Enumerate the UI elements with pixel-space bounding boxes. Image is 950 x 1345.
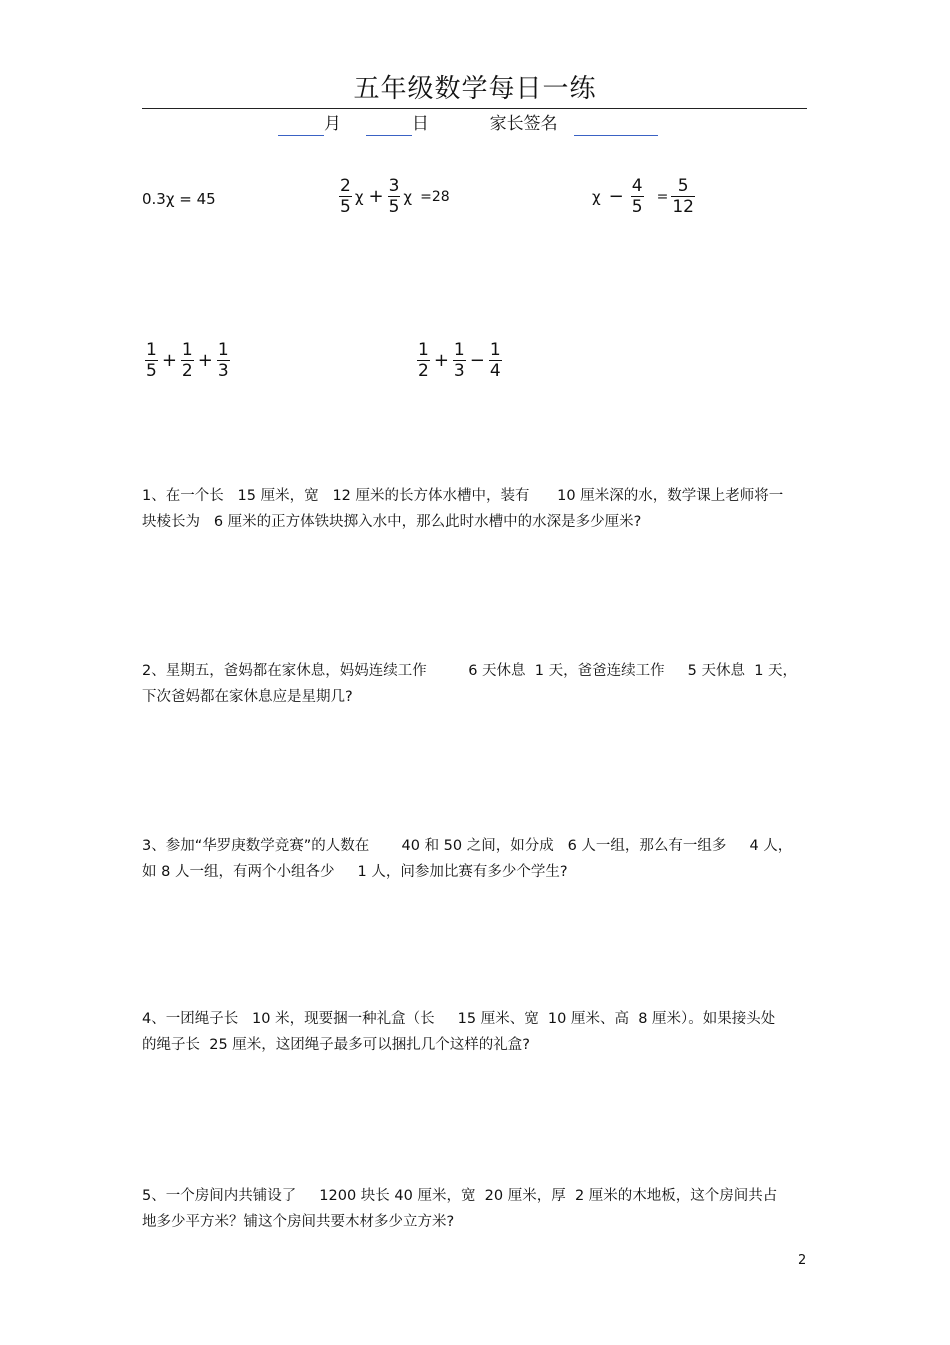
fraction: $\frac{1}{3}$ [217, 340, 229, 381]
problem-line: 如 8 人一组，有两个小组各少 1 人，问参加比赛有多少个学生? [142, 864, 568, 880]
problem-line: 块棱长为 6 厘米的正方体铁块掷入水中，那么此时水槽中的水深是多少厘米? [142, 514, 642, 530]
problem-1 [142, 483, 807, 535]
equation-1: 0.3χ = 45 [142, 190, 216, 208]
signature-label: 家长签名 [489, 114, 558, 134]
problem-line: 3、参加“华罗庚数学竞赛”的人数在 40 和 50 之间，如分成 6 人一组，那么有一组多 4 人， [142, 838, 793, 854]
problem-line: 2、星期五，爸妈都在家休息，妈妈连续工作 6 天休息 1 天，爸爸连续工作 5 天休息 1 天， [142, 663, 798, 679]
equation-2: $\frac{2}{5}$ χ + $\frac{3}{5}$ χ =28 [340, 176, 450, 217]
problem-line: 4、一团绳子长 10 米，现要捆一种礼盒（长 15 厘米、宽 10 厘米、高 8 厘米）。如果接头处 [142, 1011, 776, 1027]
calculation-1: $\frac{1}{5}$ + $\frac{1}{2}$ + $\frac{1}{3}$ [146, 340, 229, 381]
problem-4 [142, 1006, 807, 1058]
title-divider [142, 108, 807, 109]
fraction: $\frac{1}{5}$ [146, 340, 157, 381]
day-label: 日 [411, 114, 429, 134]
month-blank[interactable] [278, 115, 324, 136]
fraction: $\frac{2}{5}$ [340, 176, 351, 217]
page-number: 2 [798, 1253, 807, 1268]
equation-3: χ − $\frac{4}{5}$ = $\frac{5}{12}$ [592, 176, 694, 217]
problem-line: 1、在一个长 15 厘米，宽 12 厘米的长方体水槽中，装有 10 厘米深的水，数学课上老师将一 [142, 488, 784, 504]
fraction: $\frac{3}{5}$ [388, 176, 400, 217]
problem-line: 下次爸妈都在家休息应是星期几? [142, 689, 353, 705]
fraction: $\frac{1}{2}$ [181, 340, 193, 381]
problem-line: 的绳子长 25 厘米，这团绳子最多可以捆扎几个这样的礼盒? [142, 1037, 530, 1053]
problem-5 [142, 1183, 807, 1235]
fraction: $\frac{1}{3}$ [453, 340, 465, 381]
problem-line: 地多少平方米？铺这个房间共要木材多少立方米? [142, 1214, 455, 1230]
problem-line: 5、一个房间内共铺设了 1200 块长 40 厘米，宽 20 厘米，厚 2 厘米的木地板，这个房间共占 [142, 1188, 778, 1204]
fraction: $\frac{1}{2}$ [418, 340, 429, 381]
fraction: $\frac{1}{4}$ [489, 340, 501, 381]
day-blank[interactable] [366, 115, 412, 136]
fraction: $\frac{5}{12}$ [672, 176, 694, 217]
date-signature-line [278, 112, 658, 136]
problem-3 [142, 833, 807, 885]
month-label: 月 [324, 114, 341, 134]
signature-blank[interactable] [574, 115, 658, 136]
page-title: 五年级数学每日一练 [353, 74, 597, 104]
calculation-2: $\frac{1}{2}$ + $\frac{1}{3}$ − $\frac{1}{4}$ [418, 340, 501, 381]
problem-2 [142, 658, 807, 710]
fraction: $\frac{4}{5}$ [631, 176, 643, 217]
